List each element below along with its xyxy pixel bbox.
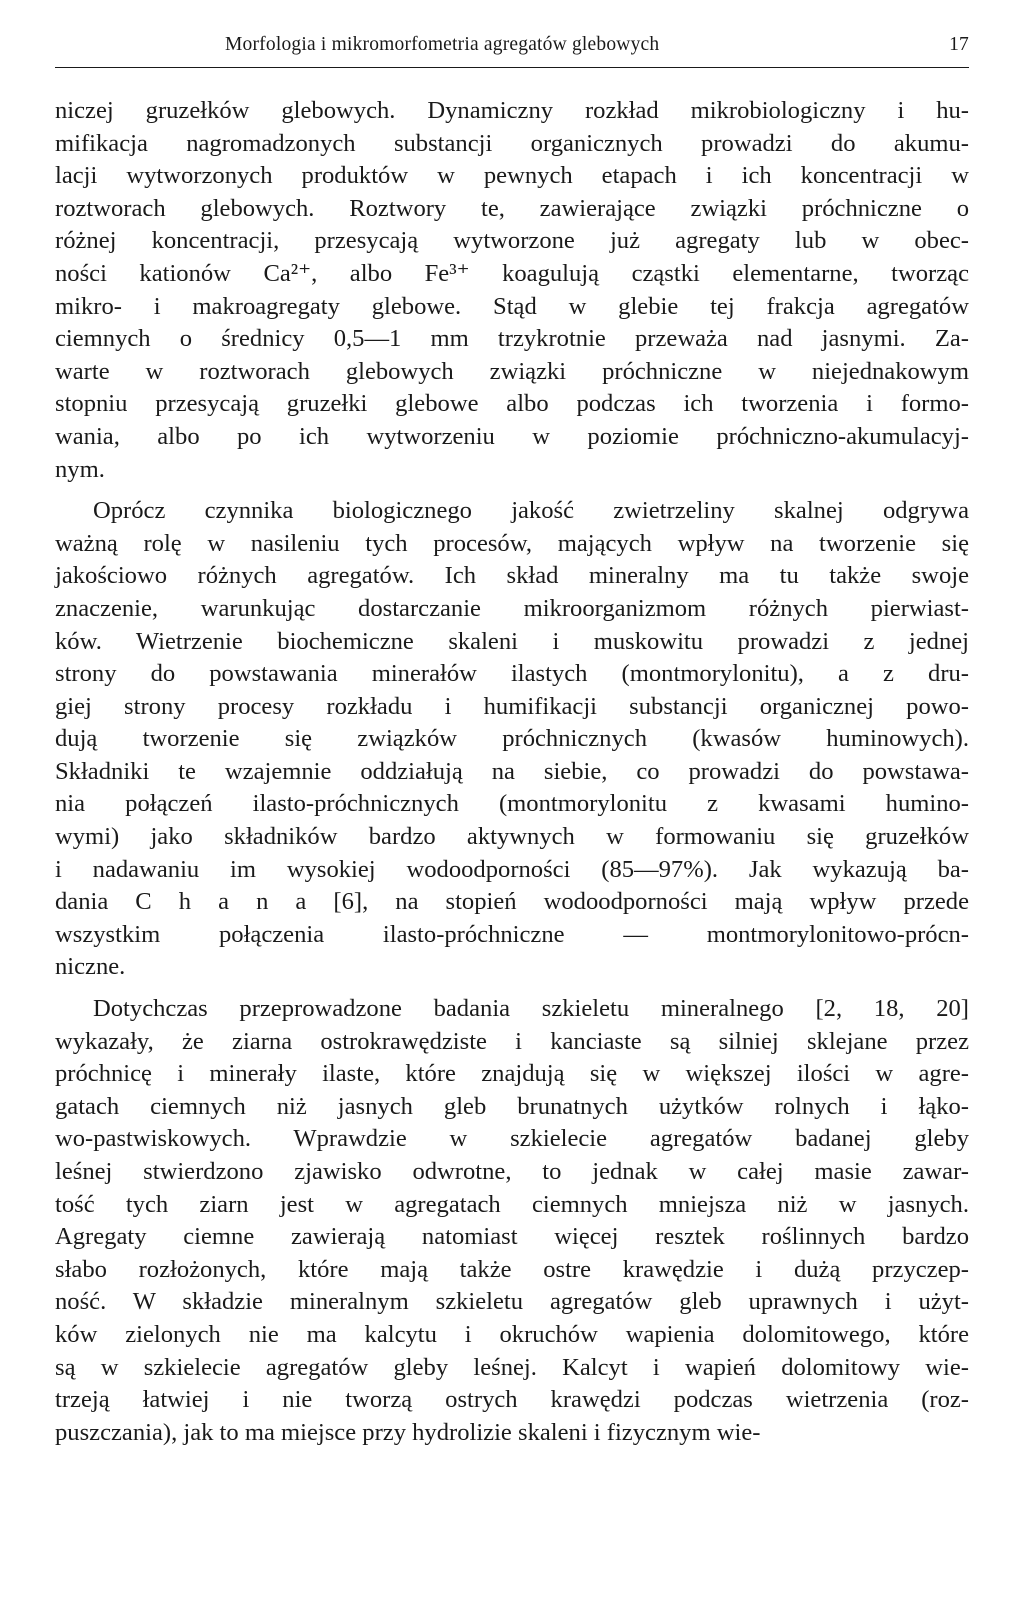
paragraph-3 (55, 993, 969, 1449)
paragraph-1 (55, 95, 969, 486)
page-number: 17 (949, 34, 969, 55)
text-line: ności kationów Ca²⁺, albo Fe³⁺ koagulują cząstki elementarne, tworząc (55, 259, 969, 287)
text-line: wo-pastwiskowych. Wprawdzie w szkielecie agregatów badanej gleby (55, 1125, 969, 1153)
text-line: próchnicę i minerały ilaste, które znajdują się w większej ilości w agre- (55, 1060, 969, 1088)
text-line: wykazały, że ziarna ostrokrawędziste i kanciaste są silniej sklejane przez (55, 1027, 969, 1055)
text-line: niczej gruzełków glebowych. Dynamiczny rozkład mikrobiologiczny i hu- (55, 97, 969, 124)
text-line: ność. W składzie mineralnym szkieletu agregatów gleb uprawnych i użyt- (55, 1288, 969, 1316)
text-line: stopniu przesycają gruzełki glebowe albo podczas ich tworzenia i formo- (55, 390, 969, 418)
text-line: są w szkielecie agregatów gleby leśnej. Kalcyt i wapień dolomitowy wie- (55, 1353, 969, 1381)
paragraph-gap (55, 984, 969, 993)
paragraph-gap (55, 486, 969, 495)
text-line: dania C h a n a [6], na stopień wodoodporności mają wpływ przede (55, 888, 969, 916)
text-line: nym. (55, 455, 105, 483)
header-rule (55, 67, 969, 68)
text-line: niczne. (55, 953, 126, 981)
text-line: mikro- i makroagregaty glebowe. Stąd w glebie tej frakcja agregatów (55, 292, 969, 320)
text-line: ciemnych o średnicy 0,5—1 mm trzykrotnie przeważa nad jasnymi. Za- (55, 325, 969, 353)
text-line: strony do powstawania minerałów ilastych (montmorylonitu), a z dru- (55, 660, 969, 688)
text-line: wania, albo po ich wytworzeniu w poziomie próchniczno-akumulacyj- (55, 422, 969, 450)
running-header (55, 30, 969, 62)
text-line: ków zielonych nie ma kalcytu i okruchów wapienia dolomitowego, które (55, 1320, 969, 1348)
text-line: puszczania), jak to ma miejsce przy hydrolizie skaleni i fizycznym wie- (55, 1418, 761, 1446)
text-line: ważną rolę w nasileniu tych procesów, mających wpływ na tworzenie się (55, 529, 969, 557)
body-text (55, 95, 969, 1449)
text-line: nia połączeń ilasto-próchnicznych (montmorylonitu z kwasami humino- (55, 790, 969, 818)
text-line: Dotychczas przeprowadzone badania szkieletu mineralnego [2, 18, 20] (93, 995, 969, 1023)
paragraph-2 (55, 495, 969, 984)
text-line: tość tych ziarn jest w agregatach ciemnych mniejsza niż w jasnych. (55, 1190, 969, 1218)
text-line: wszystkim połączenia ilasto-próchniczne — montmorylonitowo-prócn- (55, 920, 969, 948)
text-line: znaczenie, warunkując dostarczanie mikroorganizmom różnych pierwiast- (55, 594, 969, 622)
text-line: wymi) jako składników bardzo aktywnych w formowaniu się gruzełków (55, 823, 969, 851)
text-line: jakościowo różnych agregatów. Ich skład mineralny ma tu także swoje (55, 562, 969, 590)
text-line: lacji wytworzonych produktów w pewnych etapach i ich koncentracji w (55, 162, 969, 190)
text-line: dują tworzenie się związków próchnicznych (kwasów huminowych). (55, 725, 969, 753)
text-line: gatach ciemnych niż jasnych gleb brunatnych użytków rolnych i łąko- (55, 1092, 969, 1120)
text-line: mifikacja nagromadzonych substancji organicznych prowadzi do akumu- (55, 129, 969, 157)
text-line: trzeją łatwiej i nie tworzą ostrych krawędzi podczas wietrzenia (roz- (55, 1386, 969, 1414)
running-title: Morfologia i mikromorfometria agregatów glebowych (225, 34, 660, 55)
text-line: słabo rozłożonych, które mają także ostre krawędzie i dużą przyczep- (55, 1255, 969, 1283)
text-line: Składniki te wzajemnie oddziałują na siebie, co prowadzi do powstawa- (55, 757, 969, 785)
text-line: Oprócz czynnika biologicznego jakość zwietrzeliny skalnej odgrywa (93, 497, 969, 525)
text-line: różnej koncentracji, przesycają wytworzone już agregaty lub w obec- (55, 227, 969, 255)
text-line: i nadawaniu im wysokiej wodoodporności (85—97%). Jak wykazują ba- (55, 855, 969, 883)
text-line: ków. Wietrzenie biochemiczne skaleni i muskowitu prowadzi z jednej (55, 627, 969, 655)
text-line: warte w roztworach glebowych związki próchniczne w niejednakowym (55, 357, 969, 385)
text-line: leśnej stwierdzono zjawisko odwrotne, to jednak w całej masie zawar- (55, 1158, 969, 1185)
text-line: roztworach glebowych. Roztwory te, zawierające związki próchniczne o (55, 194, 969, 222)
text-line: giej strony procesy rozkładu i humifikacji substancji organicznej powo- (55, 692, 969, 720)
text-line: Agregaty ciemne zawierają natomiast więcej resztek roślinnych bardzo (55, 1223, 969, 1251)
